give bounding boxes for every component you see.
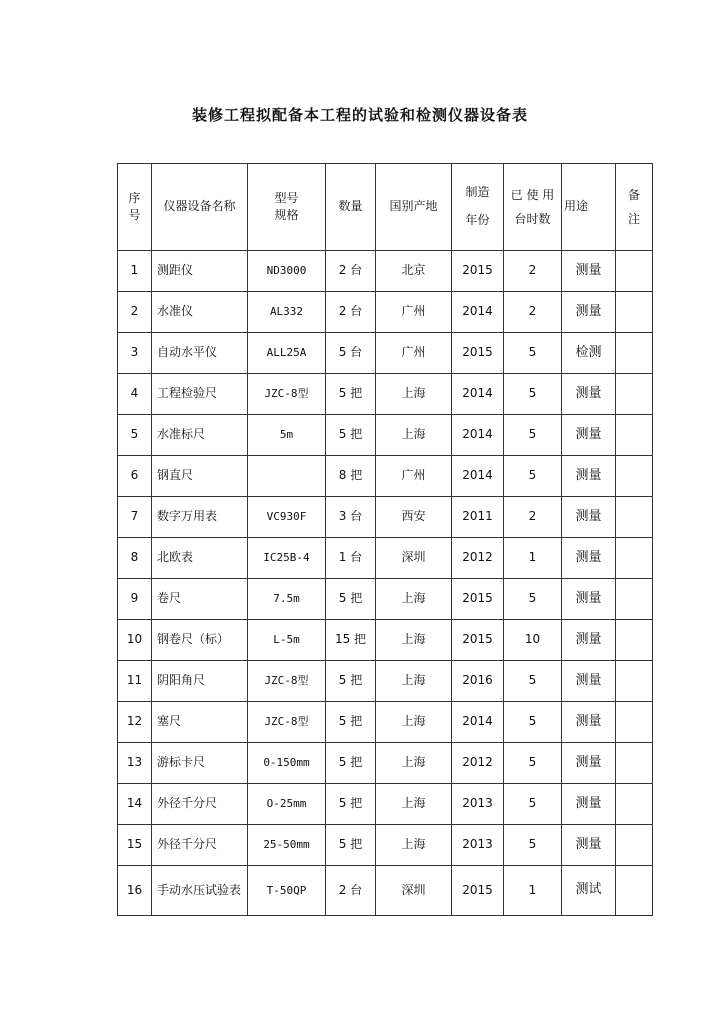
cell-remark xyxy=(616,661,653,702)
cell-qty: 5 把 xyxy=(326,702,376,743)
cell-seq: 4 xyxy=(118,374,152,415)
cell-remark xyxy=(616,579,653,620)
cell-origin: 深圳 xyxy=(376,538,452,579)
table-row xyxy=(118,292,653,333)
cell-purpose: 测量 xyxy=(562,661,616,702)
cell-year: 2014 xyxy=(452,702,504,743)
cell-name: 水准仪 xyxy=(152,292,248,333)
cell-seq: 14 xyxy=(118,784,152,825)
cell-year: 2014 xyxy=(452,374,504,415)
cell-qty: 5 把 xyxy=(326,825,376,866)
cell-model: VC930F xyxy=(248,497,326,538)
cell-seq: 6 xyxy=(118,456,152,497)
cell-qty: 8 把 xyxy=(326,456,376,497)
cell-name: 手动水压试验表 xyxy=(152,866,248,916)
cell-purpose: 测量 xyxy=(562,456,616,497)
cell-hours: 5 xyxy=(504,333,562,374)
table-row xyxy=(118,251,653,292)
cell-seq: 15 xyxy=(118,825,152,866)
table-row xyxy=(118,333,653,374)
cell-year: 2011 xyxy=(452,497,504,538)
cell-qty: 2 台 xyxy=(326,251,376,292)
table-row xyxy=(118,661,653,702)
cell-name: 自动水平仪 xyxy=(152,333,248,374)
cell-hours: 5 xyxy=(504,661,562,702)
cell-origin: 广州 xyxy=(376,333,452,374)
cell-model xyxy=(248,456,326,497)
cell-remark xyxy=(616,743,653,784)
cell-purpose: 测量 xyxy=(562,784,616,825)
cell-model: O-25mm xyxy=(248,784,326,825)
cell-origin: 上海 xyxy=(376,702,452,743)
cell-purpose: 测量 xyxy=(562,415,616,456)
table-row xyxy=(118,415,653,456)
cell-seq: 10 xyxy=(118,620,152,661)
cell-purpose: 检测 xyxy=(562,333,616,374)
table-row xyxy=(118,620,653,661)
header-qty: 数量 xyxy=(326,164,376,251)
cell-remark xyxy=(616,784,653,825)
cell-hours: 2 xyxy=(504,251,562,292)
cell-remark xyxy=(616,497,653,538)
cell-model: 5m xyxy=(248,415,326,456)
cell-hours: 5 xyxy=(504,374,562,415)
cell-remark xyxy=(616,251,653,292)
page-title: 装修工程拟配备本工程的试验和检测仪器设备表 xyxy=(191,106,528,124)
table-row xyxy=(118,702,653,743)
cell-origin: 上海 xyxy=(376,374,452,415)
header-origin: 国别产地 xyxy=(376,164,452,251)
cell-seq: 1 xyxy=(118,251,152,292)
cell-hours: 5 xyxy=(504,702,562,743)
cell-hours: 5 xyxy=(504,415,562,456)
cell-seq: 11 xyxy=(118,661,152,702)
cell-hours: 5 xyxy=(504,456,562,497)
cell-model: 25-50mm xyxy=(248,825,326,866)
cell-hours: 2 xyxy=(504,292,562,333)
cell-remark xyxy=(616,702,653,743)
cell-hours: 5 xyxy=(504,784,562,825)
table-row xyxy=(118,784,653,825)
cell-qty: 5 把 xyxy=(326,743,376,784)
cell-name: 数字万用表 xyxy=(152,497,248,538)
cell-model: ND3000 xyxy=(248,251,326,292)
cell-remark xyxy=(616,866,653,916)
cell-seq: 8 xyxy=(118,538,152,579)
cell-origin: 广州 xyxy=(376,292,452,333)
cell-year: 2014 xyxy=(452,415,504,456)
cell-year: 2012 xyxy=(452,538,504,579)
cell-name: 外径千分尺 xyxy=(152,784,248,825)
cell-year: 2015 xyxy=(452,251,504,292)
header-name: 仪器设备名称 xyxy=(152,164,248,251)
cell-hours: 5 xyxy=(504,743,562,784)
cell-purpose: 测量 xyxy=(562,702,616,743)
cell-hours: 2 xyxy=(504,497,562,538)
cell-seq: 9 xyxy=(118,579,152,620)
cell-name: 阴阳角尺 xyxy=(152,661,248,702)
cell-model: AL332 xyxy=(248,292,326,333)
cell-remark xyxy=(616,374,653,415)
equipment-table xyxy=(117,163,653,916)
cell-remark xyxy=(616,456,653,497)
cell-name: 卷尺 xyxy=(152,579,248,620)
cell-purpose: 测量 xyxy=(562,538,616,579)
cell-year: 2014 xyxy=(452,456,504,497)
cell-purpose: 测量 xyxy=(562,579,616,620)
cell-qty: 2 台 xyxy=(326,292,376,333)
cell-name: 钢卷尺（标） xyxy=(152,620,248,661)
cell-seq: 3 xyxy=(118,333,152,374)
cell-year: 2014 xyxy=(452,292,504,333)
cell-hours: 5 xyxy=(504,825,562,866)
cell-name: 测距仪 xyxy=(152,251,248,292)
cell-origin: 上海 xyxy=(376,743,452,784)
table-row xyxy=(118,743,653,784)
cell-origin: 上海 xyxy=(376,579,452,620)
cell-seq: 13 xyxy=(118,743,152,784)
cell-qty: 5 把 xyxy=(326,415,376,456)
cell-hours: 1 xyxy=(504,866,562,916)
header-remark: 备 注 xyxy=(616,164,653,251)
cell-qty: 15 把 xyxy=(326,620,376,661)
cell-name: 塞尺 xyxy=(152,702,248,743)
cell-qty: 5 台 xyxy=(326,333,376,374)
cell-name: 游标卡尺 xyxy=(152,743,248,784)
cell-purpose: 测量 xyxy=(562,497,616,538)
cell-seq: 12 xyxy=(118,702,152,743)
cell-model: JZC-8型 xyxy=(248,661,326,702)
cell-remark xyxy=(616,825,653,866)
cell-hours: 1 xyxy=(504,538,562,579)
cell-qty: 5 把 xyxy=(326,784,376,825)
cell-qty: 5 把 xyxy=(326,579,376,620)
cell-origin: 深圳 xyxy=(376,866,452,916)
cell-year: 2013 xyxy=(452,784,504,825)
cell-remark xyxy=(616,333,653,374)
cell-model: 7.5m xyxy=(248,579,326,620)
cell-year: 2015 xyxy=(452,333,504,374)
cell-name: 北欧表 xyxy=(152,538,248,579)
cell-model: T-50QP xyxy=(248,866,326,916)
cell-origin: 上海 xyxy=(376,620,452,661)
cell-origin: 上海 xyxy=(376,661,452,702)
cell-year: 2012 xyxy=(452,743,504,784)
cell-qty: 3 台 xyxy=(326,497,376,538)
cell-purpose: 测量 xyxy=(562,825,616,866)
cell-model: 0-150mm xyxy=(248,743,326,784)
cell-qty: 1 台 xyxy=(326,538,376,579)
cell-model: JZC-8型 xyxy=(248,702,326,743)
cell-remark xyxy=(616,415,653,456)
cell-name: 工程检验尺 xyxy=(152,374,248,415)
table-row xyxy=(118,538,653,579)
cell-model: IC25B-4 xyxy=(248,538,326,579)
cell-year: 2016 xyxy=(452,661,504,702)
table-row xyxy=(118,497,653,538)
table-row xyxy=(118,456,653,497)
cell-origin: 广州 xyxy=(376,456,452,497)
cell-remark xyxy=(616,292,653,333)
cell-purpose: 测量 xyxy=(562,251,616,292)
cell-name: 水准标尺 xyxy=(152,415,248,456)
cell-seq: 5 xyxy=(118,415,152,456)
cell-qty: 5 把 xyxy=(326,374,376,415)
table-row xyxy=(118,579,653,620)
cell-purpose: 测量 xyxy=(562,374,616,415)
table-header-row xyxy=(118,164,653,251)
cell-purpose: 测量 xyxy=(562,743,616,784)
cell-hours: 5 xyxy=(504,579,562,620)
cell-remark xyxy=(616,620,653,661)
cell-name: 外径千分尺 xyxy=(152,825,248,866)
cell-origin: 上海 xyxy=(376,825,452,866)
cell-model: ALL25A xyxy=(248,333,326,374)
cell-qty: 5 把 xyxy=(326,661,376,702)
cell-qty: 2 台 xyxy=(326,866,376,916)
cell-hours: 10 xyxy=(504,620,562,661)
cell-name: 钢直尺 xyxy=(152,456,248,497)
header-hours: 已 使 用 台时数 xyxy=(504,164,562,251)
table-row xyxy=(118,374,653,415)
cell-origin: 上海 xyxy=(376,415,452,456)
cell-purpose: 测量 xyxy=(562,620,616,661)
cell-model: L-5m xyxy=(248,620,326,661)
cell-year: 2015 xyxy=(452,866,504,916)
cell-seq: 7 xyxy=(118,497,152,538)
cell-model: JZC-8型 xyxy=(248,374,326,415)
cell-remark xyxy=(616,538,653,579)
cell-origin: 北京 xyxy=(376,251,452,292)
cell-purpose: 测量 xyxy=(562,292,616,333)
cell-origin: 西安 xyxy=(376,497,452,538)
cell-year: 2013 xyxy=(452,825,504,866)
header-purpose: 用途 xyxy=(562,164,616,251)
cell-year: 2015 xyxy=(452,579,504,620)
cell-purpose: 测试 xyxy=(562,866,616,916)
header-seq: 序 号 xyxy=(118,164,152,251)
header-year: 制造 年份 xyxy=(452,164,504,251)
table-row xyxy=(118,825,653,866)
header-model: 型号 规格 xyxy=(248,164,326,251)
cell-year: 2015 xyxy=(452,620,504,661)
cell-origin: 上海 xyxy=(376,784,452,825)
cell-seq: 16 xyxy=(118,866,152,916)
cell-seq: 2 xyxy=(118,292,152,333)
table-row xyxy=(118,866,653,916)
